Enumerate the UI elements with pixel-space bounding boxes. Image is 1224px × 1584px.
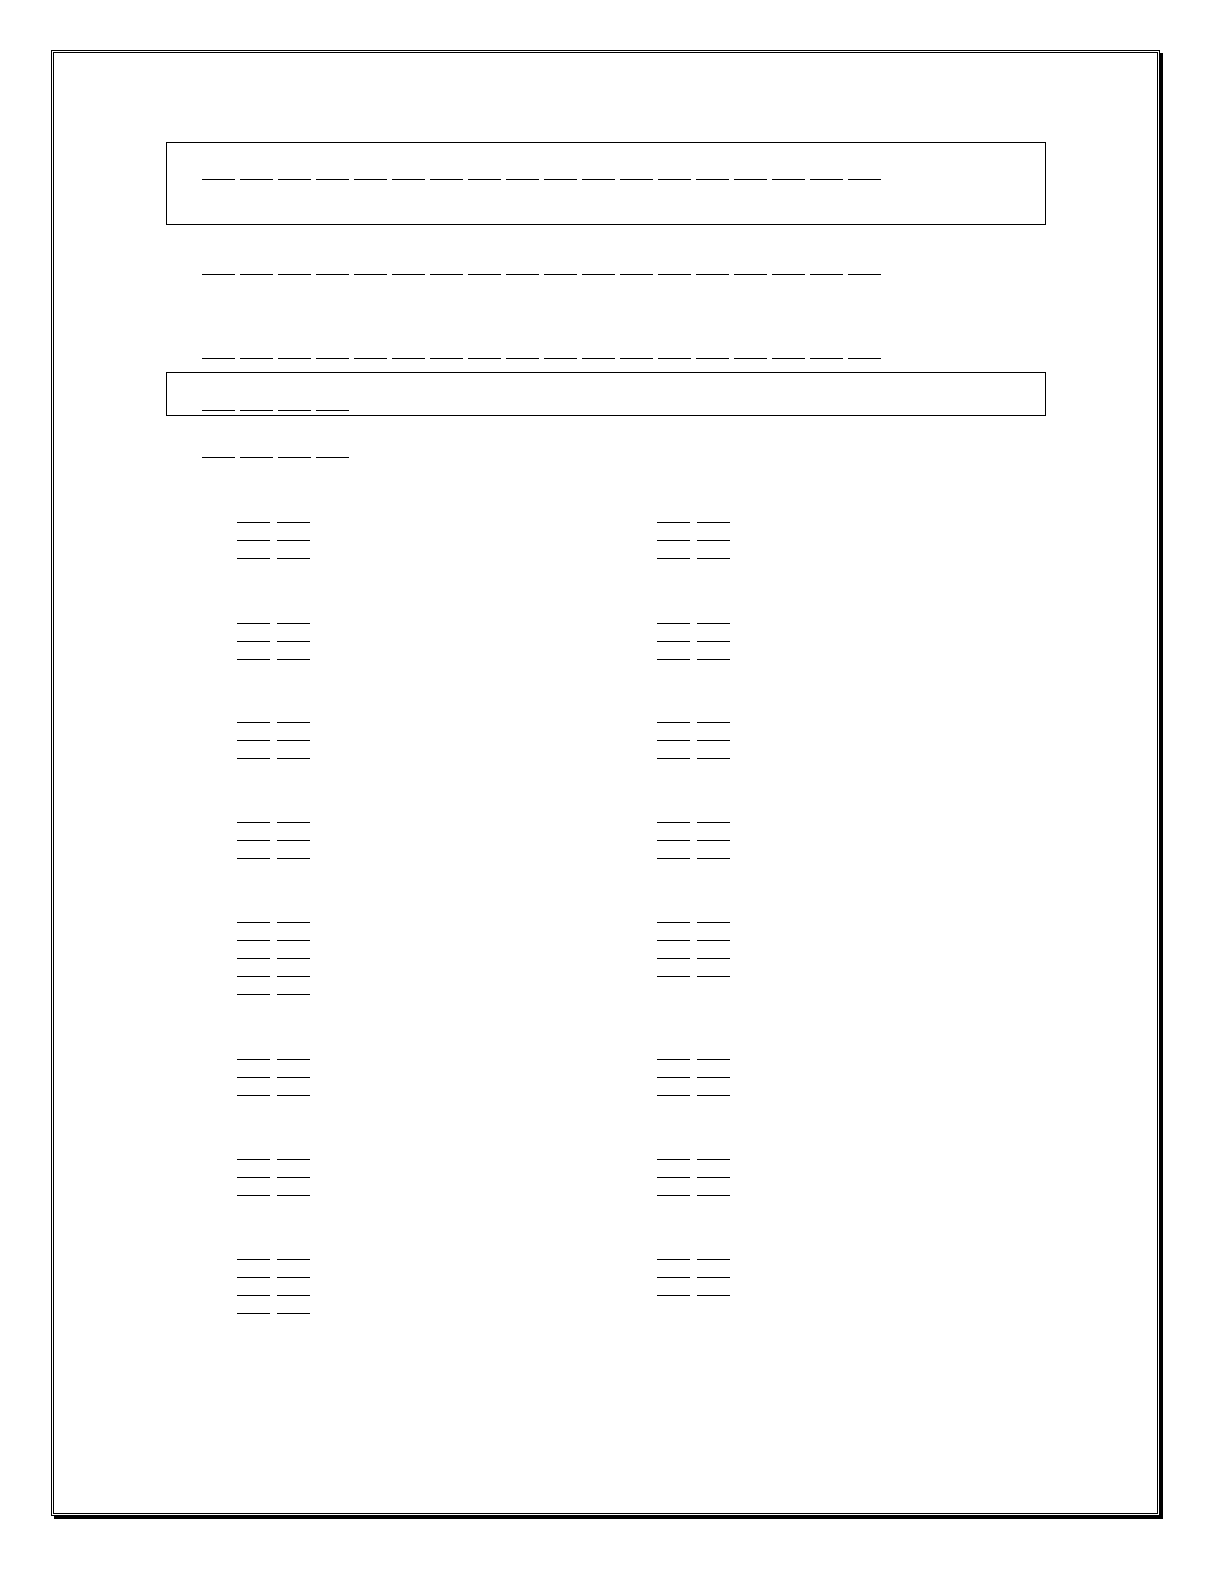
blank-line (468, 179, 501, 180)
blank-line (277, 822, 310, 823)
blank-line (277, 623, 310, 624)
blank-line (848, 358, 881, 359)
blank-line (658, 274, 691, 275)
blank-line (582, 274, 615, 275)
blank-line (277, 922, 310, 923)
blank-line (277, 858, 310, 859)
blank-line (278, 179, 311, 180)
blank-line (354, 179, 387, 180)
blank-line (657, 1059, 690, 1060)
blank-line (697, 858, 730, 859)
blank-line (506, 358, 539, 359)
blank-line (277, 1259, 310, 1260)
blank-line (237, 858, 270, 859)
header-box (166, 142, 1046, 225)
blank-line (848, 274, 881, 275)
blank-line (657, 659, 690, 660)
blank-line (697, 558, 730, 559)
blank-line (697, 1195, 730, 1196)
blank-line (657, 1277, 690, 1278)
blank-line (316, 179, 349, 180)
blank-line (277, 758, 310, 759)
blank-line (430, 274, 463, 275)
blank-row-4 (202, 457, 354, 458)
blank-line (657, 822, 690, 823)
page-frame (51, 50, 1160, 1516)
blank-line (697, 659, 730, 660)
blank-line (354, 274, 387, 275)
blank-line (697, 540, 730, 541)
blank-line (697, 641, 730, 642)
blank-line (657, 1077, 690, 1078)
blank-line (277, 1095, 310, 1096)
blank-line (657, 922, 690, 923)
blank-line (237, 840, 270, 841)
blank-line (237, 522, 270, 523)
blank-line (772, 358, 805, 359)
blank-line (354, 358, 387, 359)
blank-line (697, 1277, 730, 1278)
blank-line (277, 522, 310, 523)
blank-line (277, 740, 310, 741)
blank-line (697, 840, 730, 841)
blank-line (696, 358, 729, 359)
blank-line (697, 922, 730, 923)
blank-line (278, 457, 311, 458)
blank-line (237, 1259, 270, 1260)
blank-line (697, 1295, 730, 1296)
blank-line (237, 1059, 270, 1060)
blank-line (237, 1159, 270, 1160)
blank-line (657, 1259, 690, 1260)
blank-line (697, 958, 730, 959)
blank-line (277, 1277, 310, 1278)
blank-line (316, 274, 349, 275)
blank-line (697, 522, 730, 523)
blank-line (544, 358, 577, 359)
blank-line (237, 958, 270, 959)
blank-line (657, 558, 690, 559)
blank-line (277, 722, 310, 723)
blank-line (277, 976, 310, 977)
blank-line (237, 1295, 270, 1296)
blank-line (697, 1259, 730, 1260)
blank-line (658, 358, 691, 359)
blank-row-1 (202, 274, 886, 275)
blank-line (657, 522, 690, 523)
blank-line (657, 740, 690, 741)
blank-row-3 (202, 410, 354, 411)
blank-line (237, 976, 270, 977)
blank-line (697, 722, 730, 723)
blank-line (657, 1095, 690, 1096)
blank-line (237, 758, 270, 759)
blank-line (697, 822, 730, 823)
blank-line (278, 358, 311, 359)
blank-line (657, 1159, 690, 1160)
blank-line (277, 840, 310, 841)
blank-line (202, 457, 235, 458)
blank-line (237, 922, 270, 923)
blank-line (240, 179, 273, 180)
blank-line (237, 940, 270, 941)
blank-line (657, 623, 690, 624)
blank-line (277, 1077, 310, 1078)
blank-line (237, 558, 270, 559)
blank-line (697, 758, 730, 759)
blank-line (237, 1095, 270, 1096)
blank-line (544, 274, 577, 275)
blank-line (430, 179, 463, 180)
blank-line (392, 274, 425, 275)
blank-line (657, 840, 690, 841)
blank-line (848, 179, 881, 180)
blank-line (697, 1177, 730, 1178)
blank-line (277, 1059, 310, 1060)
blank-line (657, 1295, 690, 1296)
blank-line (202, 274, 235, 275)
blank-line (697, 740, 730, 741)
blank-line (277, 540, 310, 541)
blank-line (240, 274, 273, 275)
blank-line (316, 457, 349, 458)
blank-line (237, 1195, 270, 1196)
blank-line (277, 1313, 310, 1314)
blank-line (240, 410, 273, 411)
blank-line (468, 274, 501, 275)
blank-line (277, 1159, 310, 1160)
blank-line (237, 1277, 270, 1278)
blank-line (237, 641, 270, 642)
blank-line (237, 1177, 270, 1178)
blank-line (657, 940, 690, 941)
blank-line (697, 976, 730, 977)
blank-line (810, 358, 843, 359)
blank-line (734, 358, 767, 359)
blank-line (620, 274, 653, 275)
blank-line (544, 179, 577, 180)
blank-line (277, 1177, 310, 1178)
blank-line (277, 958, 310, 959)
blank-line (278, 410, 311, 411)
blank-line (696, 179, 729, 180)
blank-line (468, 358, 501, 359)
header-blank-row (202, 179, 886, 180)
blank-line (237, 822, 270, 823)
blank-line (430, 358, 463, 359)
blank-line (240, 457, 273, 458)
blank-line (582, 179, 615, 180)
blank-line (392, 358, 425, 359)
blank-line (810, 179, 843, 180)
blank-line (657, 958, 690, 959)
blank-line (697, 940, 730, 941)
blank-line (582, 358, 615, 359)
blank-line (657, 976, 690, 977)
blank-row-2 (202, 358, 886, 359)
blank-line (237, 740, 270, 741)
blank-line (237, 1077, 270, 1078)
blank-line (202, 358, 235, 359)
blank-line (277, 659, 310, 660)
blank-line (658, 179, 691, 180)
blank-line (277, 558, 310, 559)
blank-line (278, 274, 311, 275)
blank-line (697, 1059, 730, 1060)
blank-line (734, 274, 767, 275)
blank-line (657, 641, 690, 642)
blank-line (277, 1195, 310, 1196)
blank-line (392, 179, 425, 180)
blank-line (657, 722, 690, 723)
blank-line (316, 358, 349, 359)
blank-line (657, 758, 690, 759)
blank-line (506, 274, 539, 275)
blank-line (696, 274, 729, 275)
blank-line (237, 722, 270, 723)
blank-line (237, 540, 270, 541)
blank-line (237, 623, 270, 624)
blank-line (697, 1159, 730, 1160)
blank-line (237, 659, 270, 660)
blank-line (657, 540, 690, 541)
blank-line (772, 274, 805, 275)
blank-line (237, 994, 270, 995)
blank-line (277, 641, 310, 642)
blank-line (202, 179, 235, 180)
blank-line (316, 410, 349, 411)
blank-line (202, 410, 235, 411)
blank-line (620, 179, 653, 180)
blank-line (697, 1077, 730, 1078)
blank-line (810, 274, 843, 275)
blank-line (237, 1313, 270, 1314)
blank-line (772, 179, 805, 180)
blank-line (620, 358, 653, 359)
blank-line (657, 858, 690, 859)
blank-line (697, 1095, 730, 1096)
blank-line (734, 179, 767, 180)
blank-line (506, 179, 539, 180)
blank-line (277, 1295, 310, 1296)
blank-line (277, 994, 310, 995)
blank-line (657, 1195, 690, 1196)
blank-line (277, 940, 310, 941)
blank-line (240, 358, 273, 359)
blank-line (697, 623, 730, 624)
blank-line (657, 1177, 690, 1178)
